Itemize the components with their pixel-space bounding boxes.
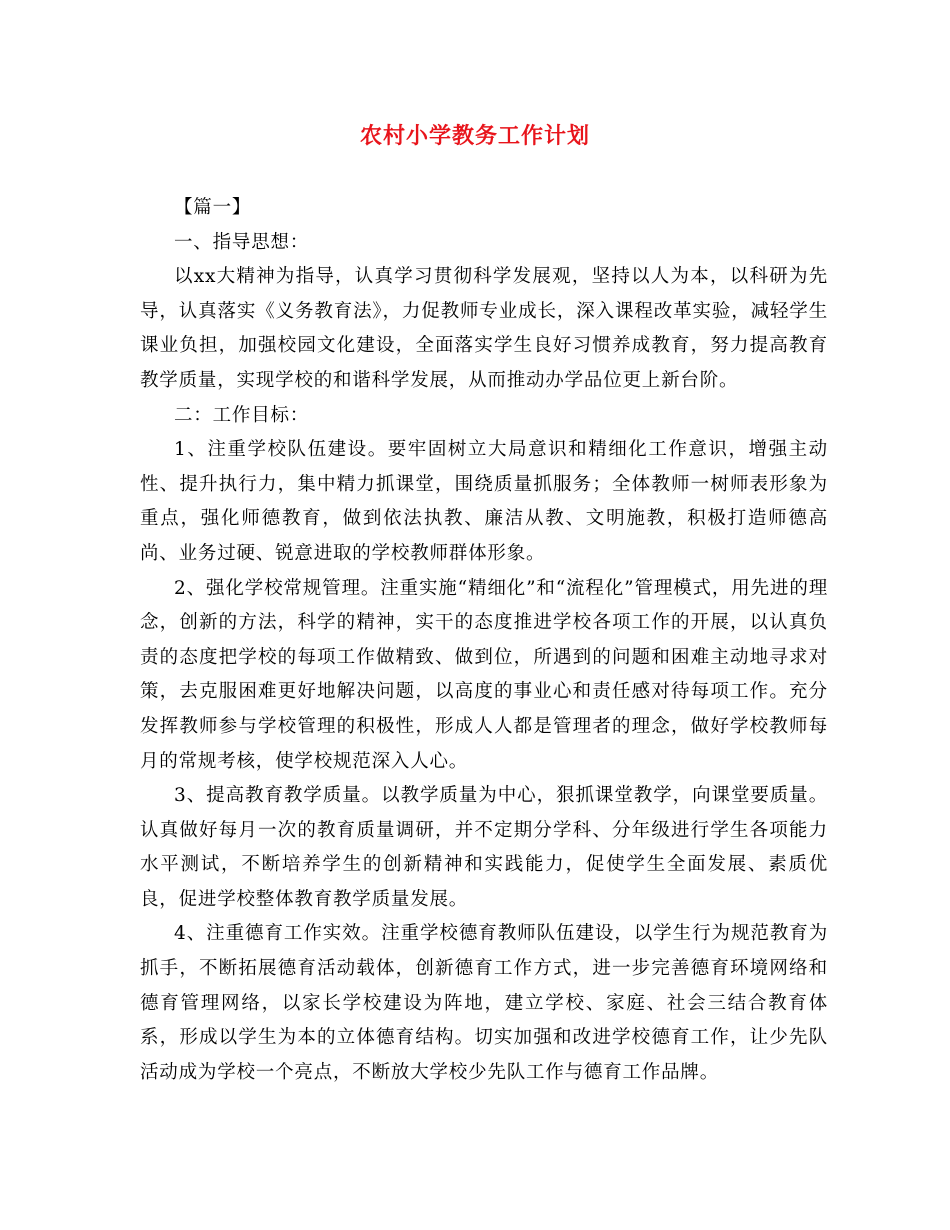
paragraph-goal-3: 3、提高教育教学质量。以教学质量为中心，狠抓课堂教学，向课堂要质量。认真做好每月一次的教育质量调研，并不定期分学科、分年级进行学生各项能力水平测试，不断培养学生的创新精神和实践能力，促使学生全面发展、素质优良，促进学校整体教育教学质量发展。	[140, 785, 828, 910]
document-title: 农村小学教务工作计划	[359, 123, 590, 149]
heading-guiding-ideology: 一、指导思想：	[174, 231, 310, 253]
section-label: 【篇一】	[174, 197, 252, 218]
paragraph-goal-2: 2、强化学校常规管理。注重实施“精细化”和“流程化”管理模式，用先进的理念，创新的方法，科学的精神，实干的态度推进学校各项工作的开展，以认真负责的态度把学校的每项工作做精致、做到位，所遇到的问题和困难主动地寻求对策，去克服困难更好地解决问题，以高度的事业心和责任感对待每项工作。充分发挥教师参与学校管理的积极性，形成人人都是管理者的理念，做好学校教师每月的常规考核，使学校规范深入人心。	[140, 577, 828, 772]
paragraph-goal-4: 4、注重德育工作实效。注重学校德育教师队伍建设，以学生行为规范教育为抓手，不断拓展德育活动载体，创新德育工作方式，进一步完善德育环境网络和德育管理网络，以家长学校建设为阵地，建立学校、家庭、社会三结合教育体系，形成以学生为本的立体德育结构。切实加强和改进学校德育工作，让少先队活动成为学校一个亮点，不断放大学校少先队工作与德育工作品牌。	[140, 923, 828, 1083]
paragraph-goal-1: 1、注重学校队伍建设。要牢固树立大局意识和精细化工作意识，增强主动性、提升执行力，集中精力抓课堂，围绕质量抓服务；全体教师一树师表形象为重点，强化师德教育，做到依法执教、廉洁从教、文明施教，积极打造师德高尚、业务过硬、锐意进取的学校教师群体形象。	[140, 439, 828, 564]
paragraph-guiding-ideology: 以xx大精神为指导，认真学习贯彻科学发展观，坚持以人为本，以科研为先导，认真落实《义务教育法》，力促教师专业成长，深入课程改革实验，减轻学生课业负担，加强校园文化建设，全面落实学生良好习惯养成教育，努力提高教育教学质量，实现学校的和谐科学发展，从而推动办学品位更上新台阶。	[140, 266, 828, 391]
document-body	[140, 191, 828, 1090]
heading-work-goals: 二：工作目标：	[174, 404, 310, 426]
